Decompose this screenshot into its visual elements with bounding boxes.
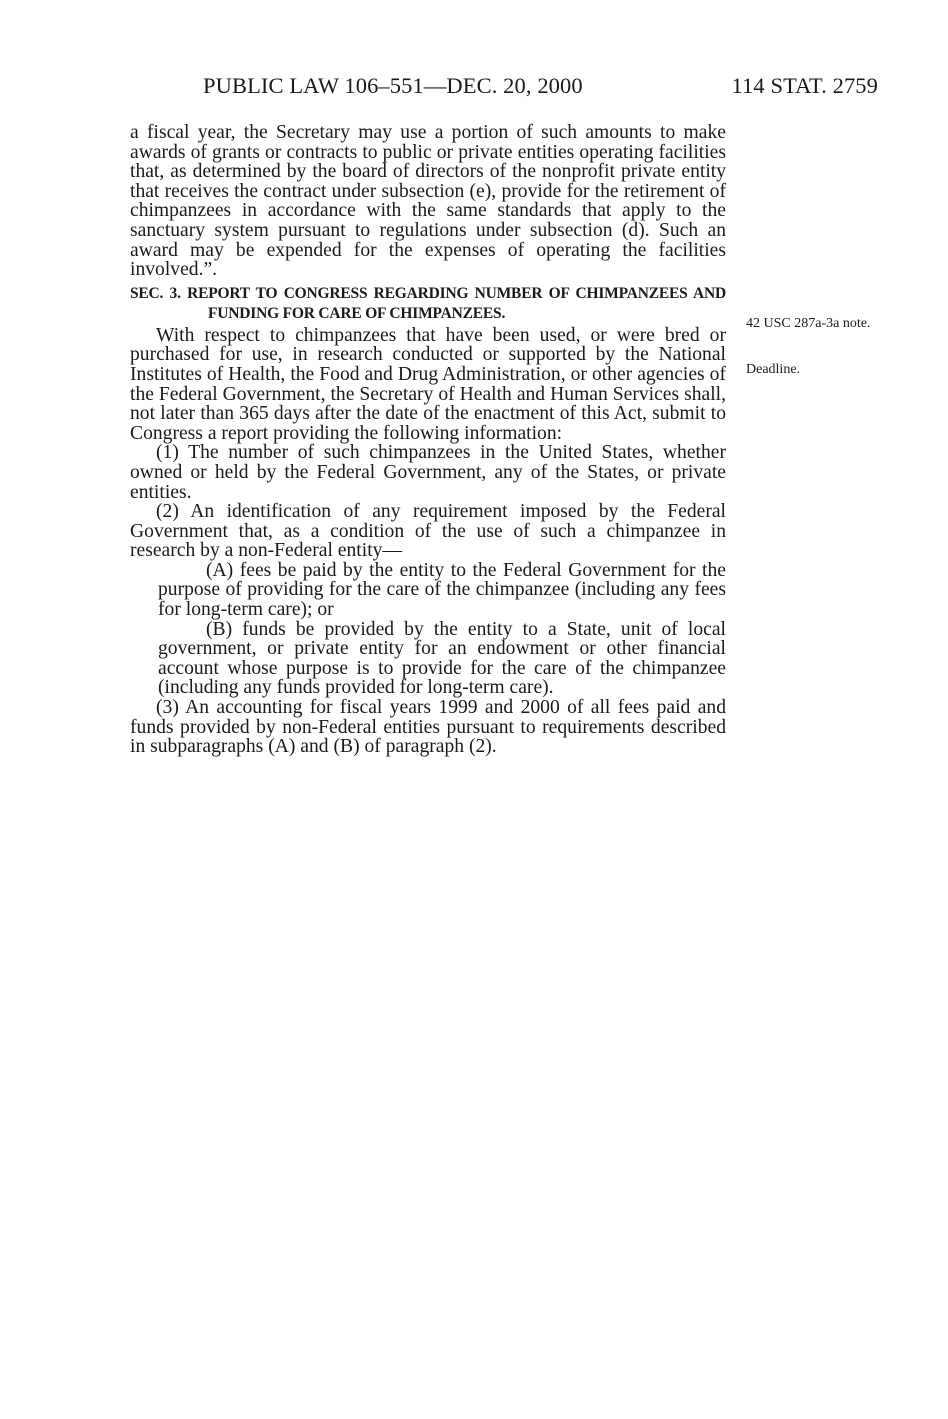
paragraph-1: (1) The number of such chimpanzees in the United States, whether owned or held by the Federal Government, any of the States, or private entities. <box>130 442 726 503</box>
section-number: SEC. 3. <box>130 284 181 302</box>
paragraph-2: (2) An identification of any requirement imposed by the Federal Government that, as a condition of the use of such a chimpanzee in research by a non-Federal entity— <box>130 501 726 562</box>
margin-note-citation: 42 USC 287a-3a note. <box>746 316 871 331</box>
continuation-paragraph: a fiscal year, the Secretary may use a portion of such amounts to make awards of grants or contracts to public or private entities operating facilities that, as determined by the board of directors of the nonprofit private entity that receives the contract under subsection (e), provide for the retirement of chimpanzees in accordance with the same standards that apply to the sanctuary system pursuant to regulations under subsection (d). Such an award may be expended for the expenses of operating the facilities involved.”. <box>130 122 726 281</box>
header-stat-page: 114 STAT. 2759 <box>731 73 878 98</box>
document-body <box>130 123 726 757</box>
section-title: REPORT TO CONGRESS REGARDING NUMBER OF CHIMPANZEES AND FUNDING FOR CARE OF CHIMPANZEES. <box>187 284 726 322</box>
header-law-date: PUBLIC LAW 106–551—DEC. 20, 2000 <box>203 73 583 98</box>
subparagraph-a: (A) fees be paid by the entity to the Federal Government for the purpose of providing for the care of the chimpanzee (including any fees for long-term care); or <box>158 559 726 621</box>
paragraph-3: (3) An accounting for fiscal years 1999 and 2000 of all fees paid and funds provided by non-Federal entities pursuant to requirements described in subparagraphs (A) and (B) of paragraph (2). <box>130 697 726 758</box>
section-heading <box>130 284 726 324</box>
intro-paragraph: With respect to chimpanzees that have been used, or were bred or purchased for use, in research conducted or supported by the National Institutes of Health, the Food and Drug Administration, or other agencies of the Federal Government, the Secretary of Health and Human Services shall, not later than 365 days after the date of the enactment of this Act, submit to Congress a report providing the following information: <box>130 324 726 444</box>
subparagraph-b: (B) funds be provided by the entity to a State, unit of local government, or private entity for an endowment or other financial account whose purpose is to provide for the care of the chimpanzee (including any funds provided for long-term care). <box>158 618 726 699</box>
margin-note-deadline: Deadline. <box>746 362 801 377</box>
